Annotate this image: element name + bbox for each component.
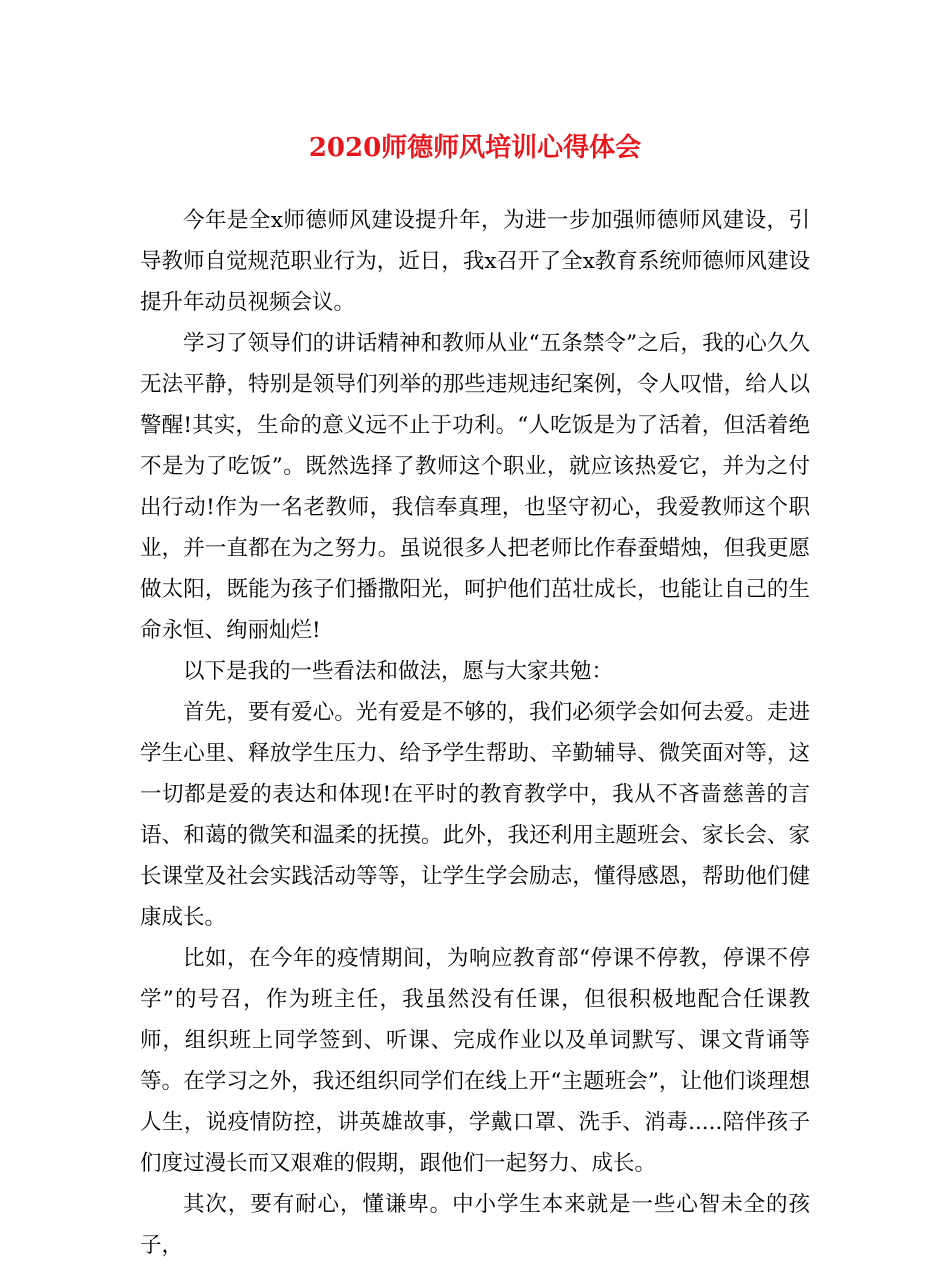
paragraph-transition: 以下是我的一些看法和做法，愿与大家共勉： [183, 659, 614, 684]
paragraph-patience: 其次，要有耐心，懂谦卑。中小学生本来就是一些心智未全的孩子， [140, 1192, 810, 1258]
paragraph-reflection: 学习了领导们的讲话精神和教师从业“五条禁令”之后，我的心久久无法平静，特别是领导们列举的那些违规违纪案例，令人叹惜，给人以警醒!其实，生命的意义远不止于功利。“人吃饭是为了活着，但活着绝不是为了吃饭”。既然选择了教师这个职业，就应该热爱它，并为之付出行动!作为一名老教师，我信奉真理，也坚守初心，我爱教师这个职业，并一直都在为之努力。虽说很多人把老师比作春蚕蜡烛，但我更愿做太阳，既能为孩子们播撒阳光，呵护他们茁壮成长，也能让自己的生命永恒、绚丽灿烂! [140, 331, 810, 643]
paragraph-intro: 今年是全x师德师风建设提升年，为进一步加强师德师风建设，引导教师自觉规范职业行为，近日，我x召开了全x教育系统师德师风建设提升年动员视频会议。 [140, 208, 810, 315]
document-body [140, 200, 810, 1266]
document-title: 2020师德师风培训心得体会 [308, 133, 642, 163]
paragraph-love: 首先，要有爱心。光有爱是不够的，我们必须学会如何去爱。走进学生心里、释放学生压力、给予学生帮助、辛勤辅导、微笑面对等，这一切都是爱的表达和体现!在平时的教育教学中，我从不吝啬慈善的言语、和蔼的微笑和温柔的抚摸。此外，我还利用主题班会、家长会、家长课堂及社会实践活动等等，让学生学会励志，懂得感恩，帮助他们健康成长。 [140, 700, 810, 930]
paragraph-example: 比如，在今年的疫情期间，为响应教育部“停课不停教，停课不停学”的号召，作为班主任，我虽然没有任课，但很积极地配合任课教师，组织班上同学签到、听课、完成作业以及单词默写、课文背诵等等。在学习之外，我还组织同学们在线上开“主题班会”，让他们谈理想人生，说疫情防控，讲英雄故事，学戴口罩、洗手、消毒.....陪伴孩子们度过漫长而又艰难的假期，跟他们一起努力、成长。 [140, 946, 810, 1176]
